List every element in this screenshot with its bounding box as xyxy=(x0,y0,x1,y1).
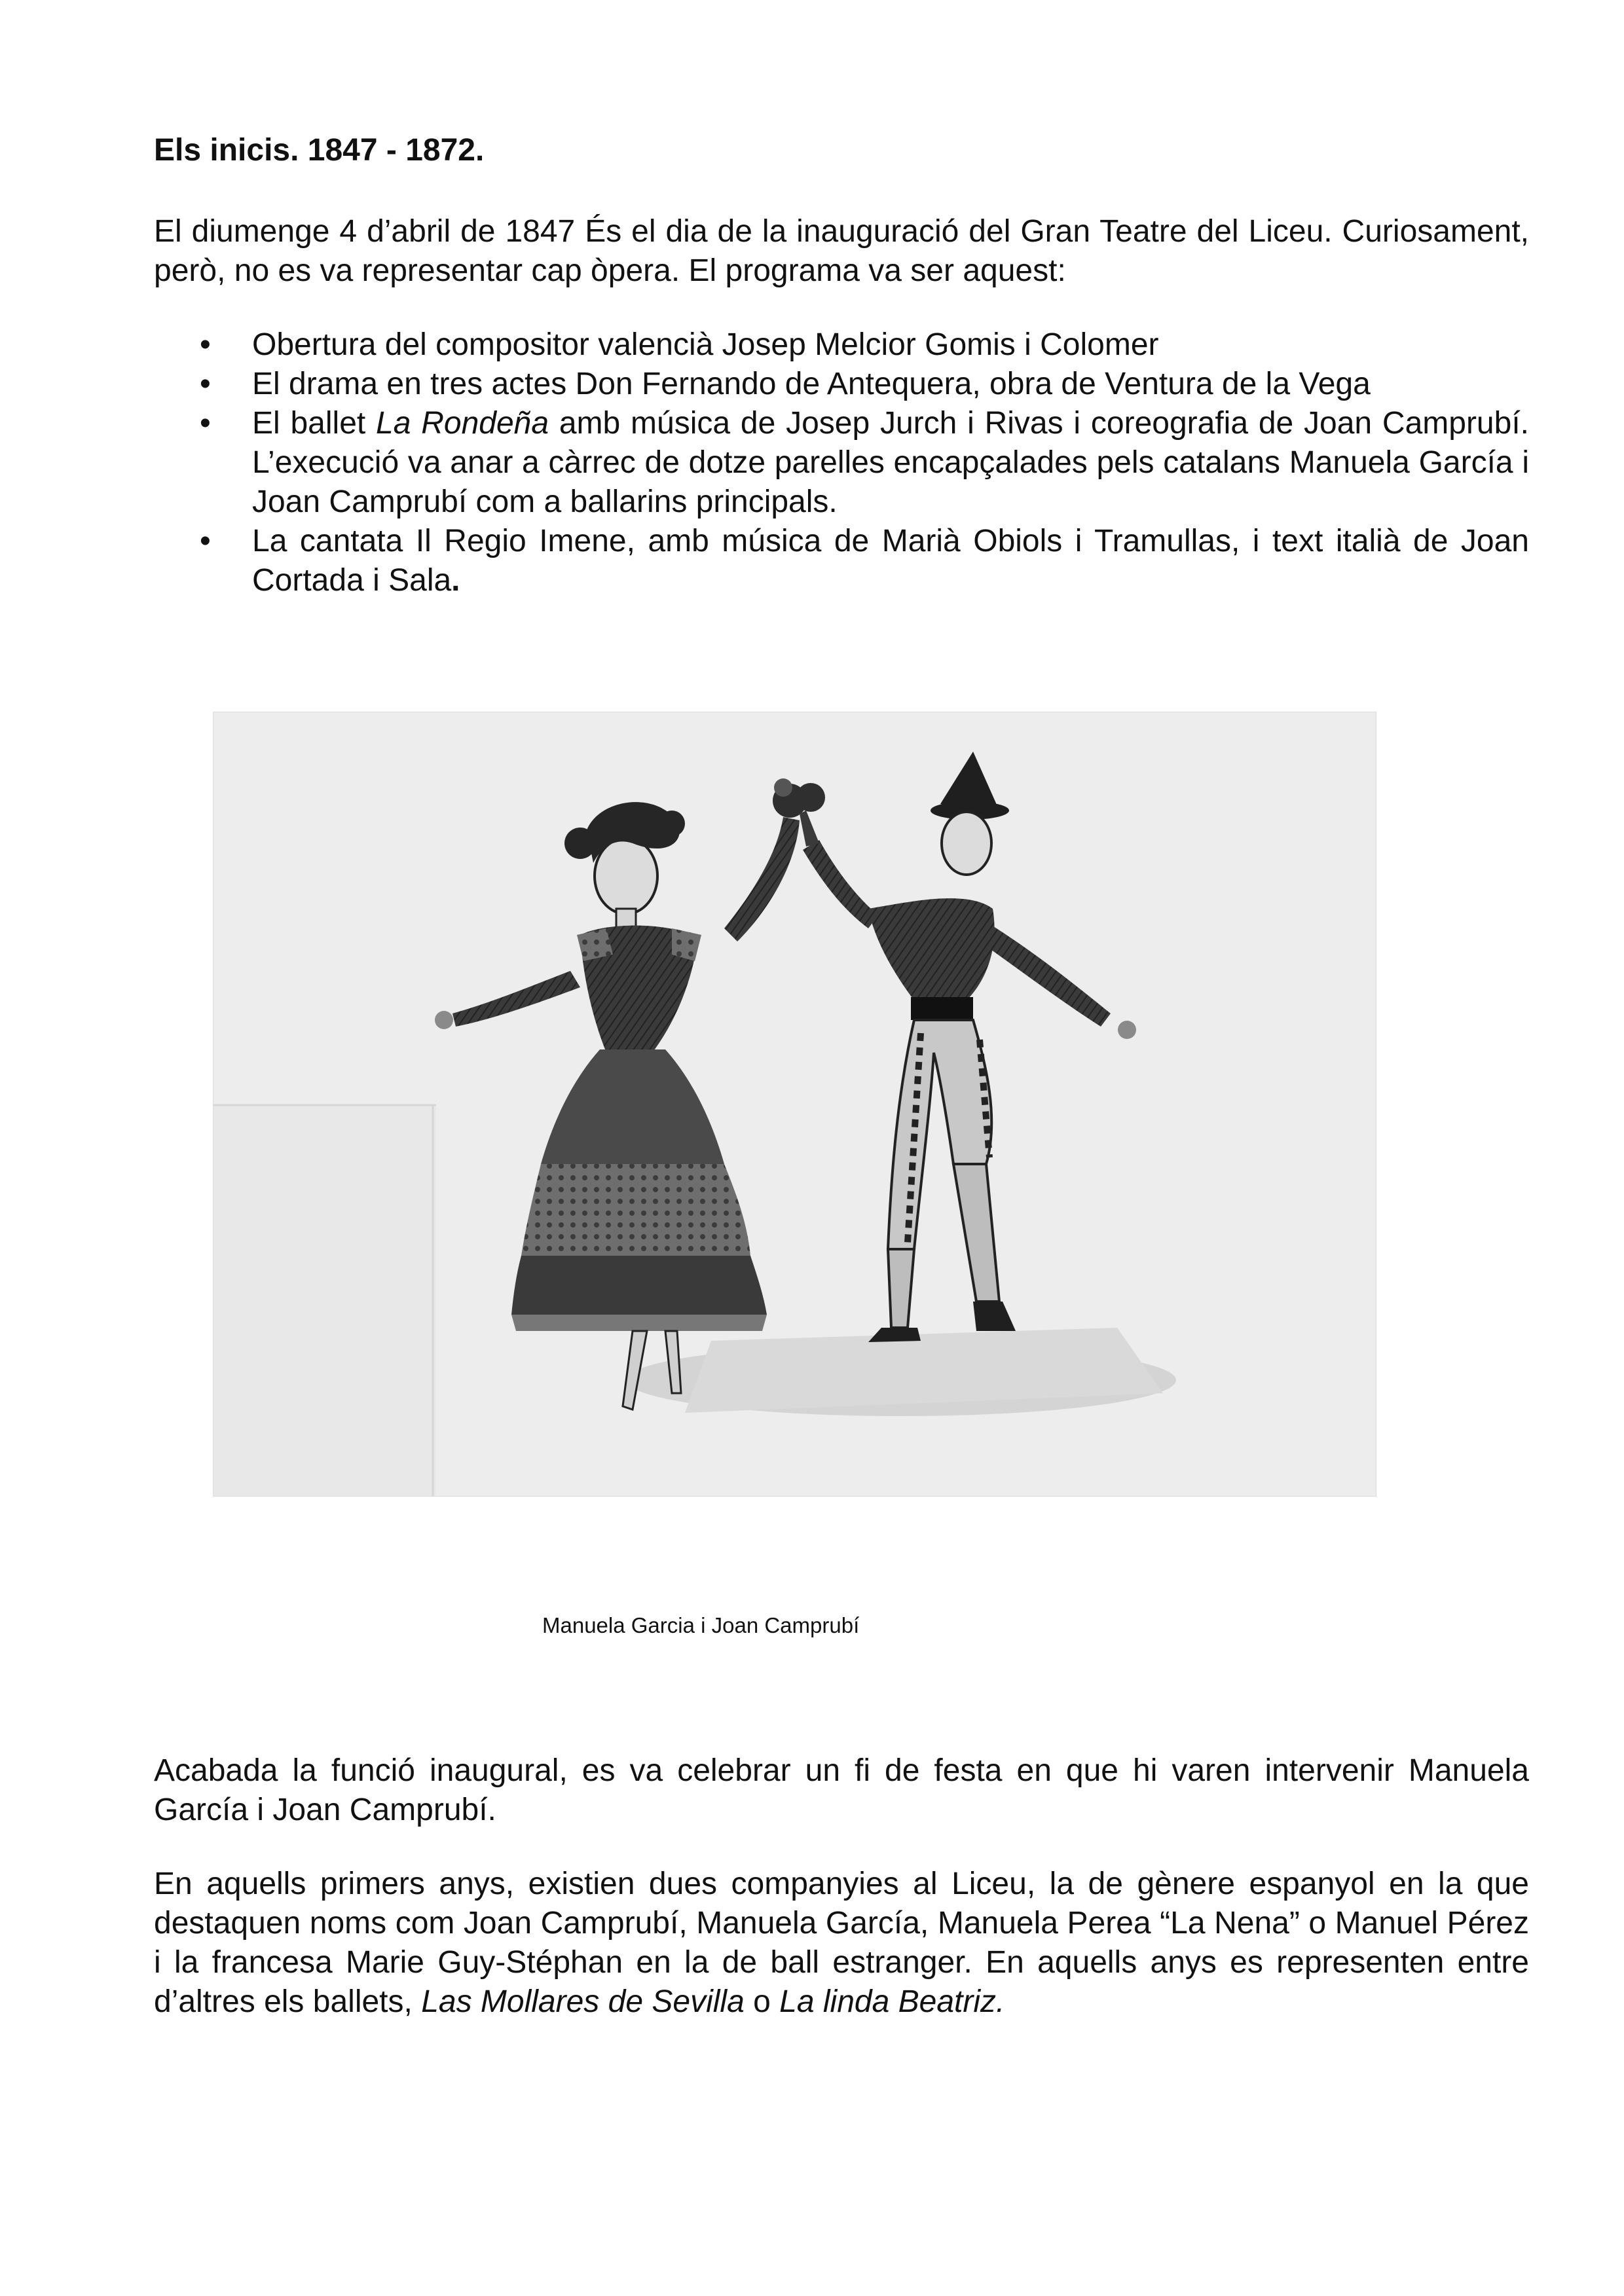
male-dancer-figure xyxy=(796,752,1136,1342)
female-dancer-figure xyxy=(435,778,807,1410)
ballet-title: La linda Beatriz. xyxy=(779,1984,1005,2019)
paragraph-text: En aquells primers anys, existien dues companyies al Liceu, la de gènere espanyol en la que destaquen noms com Joan Camprubí, Manuela García, Manuela Perea “La Nena” o Manuel Pérez i la francesa Marie Guy-Stéphan en la de ball estranger. En aquells anys es representen entre d’altres els ballets, xyxy=(154,1867,1529,2019)
list-item xyxy=(200,365,1529,404)
paragraph-companyies xyxy=(154,1865,1529,2022)
program-list xyxy=(200,325,1529,600)
bullet-icon: • xyxy=(200,367,211,401)
list-item-text: Obertura del compositor valencià Josep Melcior Gomis i Colomer xyxy=(252,327,1159,362)
list-item-text: El drama en tres actes Don Fernando de Antequera, obra de Ventura de la Vega xyxy=(252,367,1371,401)
bullet-icon: • xyxy=(200,406,211,441)
bullet-icon: • xyxy=(200,524,211,558)
list-item xyxy=(200,325,1529,365)
paragraph-text: o xyxy=(744,1984,780,2019)
figure-caption: Manuela Garcia i Joan Camprubí xyxy=(542,1613,860,1637)
intro-paragraph: El diumenge 4 d’abril de 1847 És el dia de la inauguració del Gran Teatre del Liceu. Curiosament, però, no es va representar cap òpera. El programa va ser aquest: xyxy=(154,214,1529,288)
bullet-icon: • xyxy=(200,327,211,362)
ballet-title: La Rondeña xyxy=(376,406,549,441)
list-item xyxy=(200,522,1529,600)
list-item-text: El ballet xyxy=(252,406,377,441)
list-item xyxy=(200,404,1529,522)
dancers-illustration xyxy=(213,712,1376,1497)
ballet-title: Las Mollares de Sevilla xyxy=(421,1984,745,2019)
list-item-text: La cantata Il Regio Imene, amb música de Marià Obiols i Tramullas, i text italià de Joan Cortada i Sala xyxy=(252,524,1529,598)
paragraph-fi-de-festa: Acabada la funció inaugural, es va celebrar un fi de festa en que hi varen intervenir Manuela García i Joan Camprubí. xyxy=(154,1753,1529,1827)
list-item-period: . xyxy=(451,563,460,598)
section-heading: Els inicis. 1847 - 1872. xyxy=(154,133,485,168)
list-item-text: amb música de Josep Jurch i Rivas i coreografia de Joan Camprubí. L’execució va anar a càrrec de dotze parelles encapçalades pels catalans Manuela García i Joan Camprubí com a ballarins principals. xyxy=(252,406,1529,519)
